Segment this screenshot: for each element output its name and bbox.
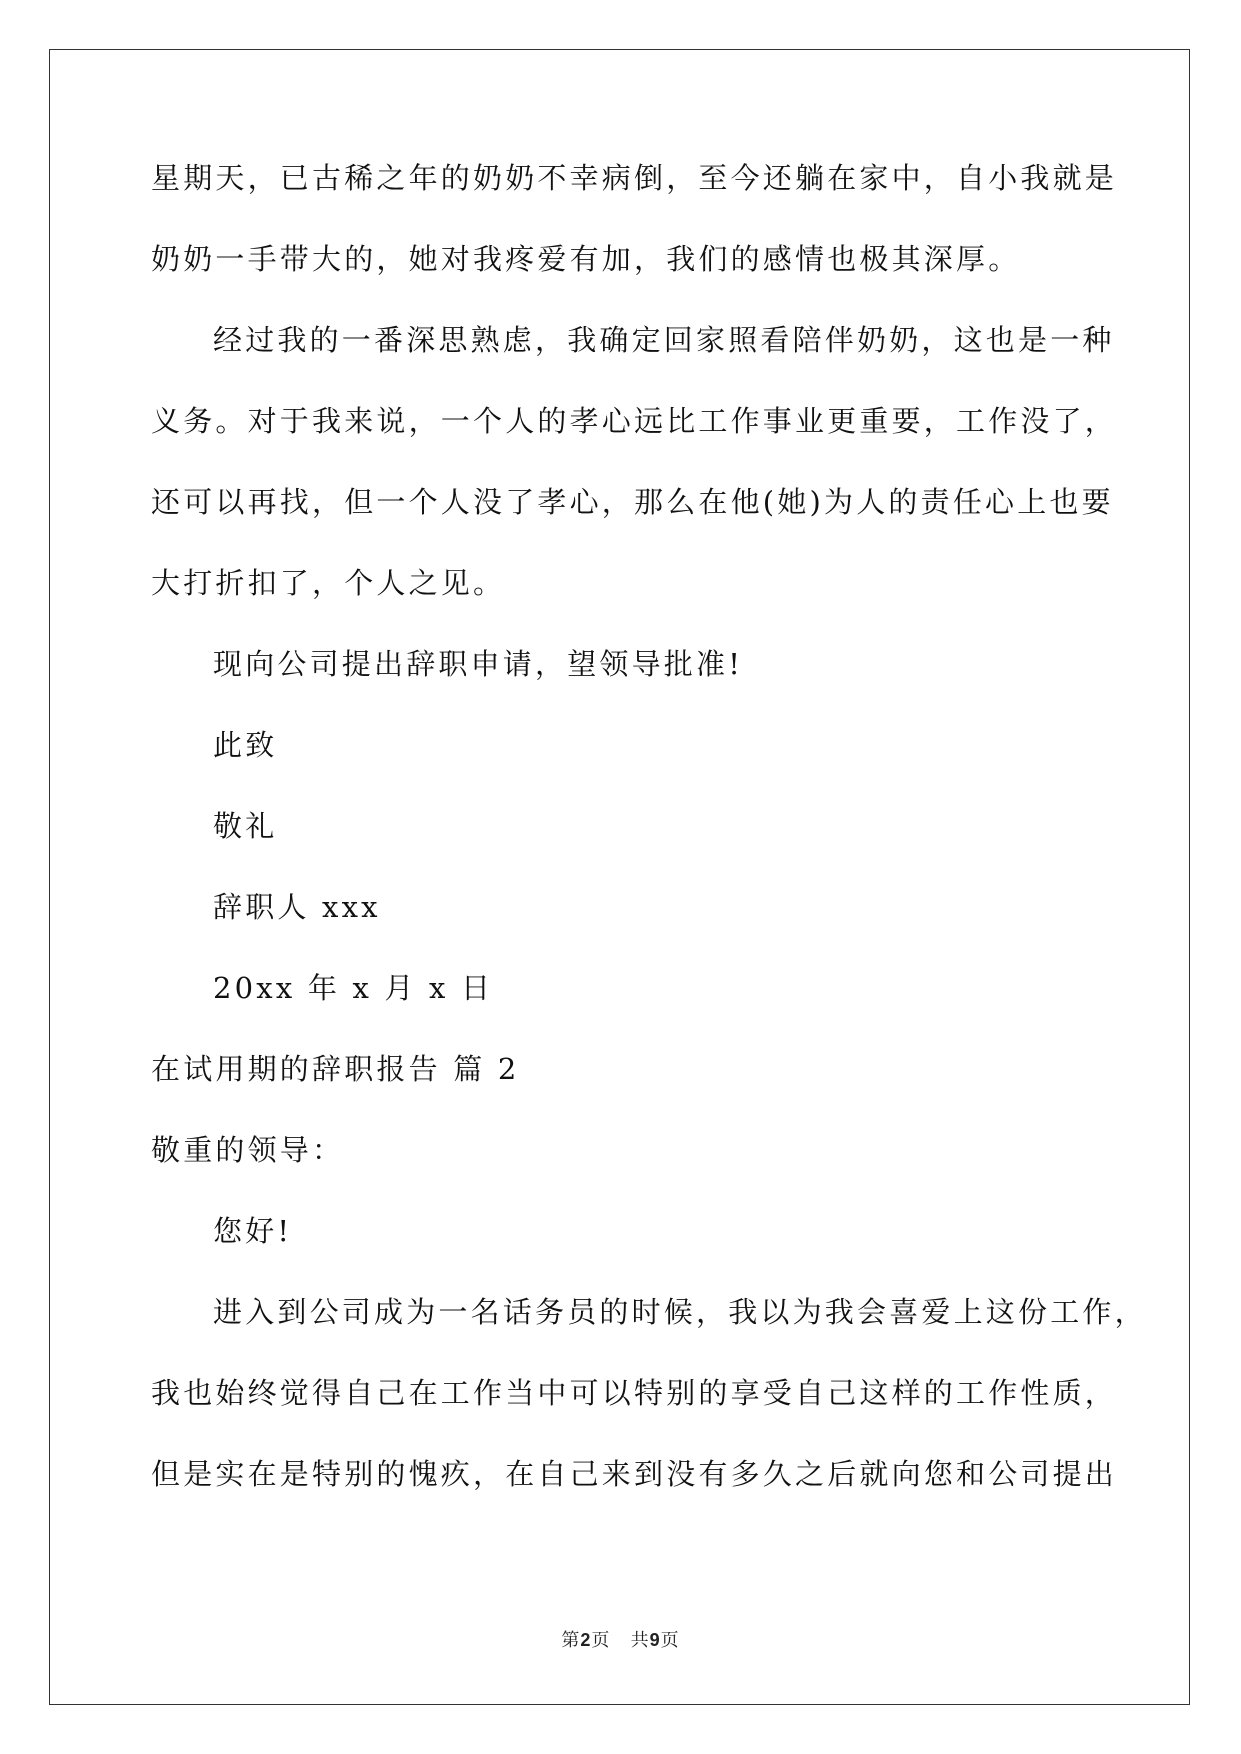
total-page-number: 9 [649, 1630, 661, 1650]
closing-salutation: 此致 [213, 728, 278, 762]
greeting-line: 您好! [213, 1214, 293, 1248]
paragraph-line: 进入到公司成为一名话务员的时候，我以为我会喜爱上这份工作， [213, 1295, 1147, 1329]
paragraph-line: 我也始终觉得自己在工作当中可以特别的享受自己这样的工作性质， [151, 1376, 1118, 1410]
paragraph-line: 经过我的一番深思熟虑，我确定回家照看陪伴奶奶，这也是一种 [213, 323, 1115, 357]
paragraph-line: 大打折扣了，个人之见。 [151, 566, 506, 600]
paragraph-line: 但是实在是特别的愧疚，在自己来到没有多久之后就向您和公司提出 [151, 1457, 1118, 1491]
closing-regards: 敬礼 [213, 809, 278, 843]
page-prefix: 第 [561, 1630, 581, 1651]
document-body [151, 160, 1147, 1537]
total-unit: 页 [660, 1630, 680, 1651]
paragraph-line: 奶奶一手带大的，她对我疼爱有加，我们的感情也极其深厚。 [151, 242, 1021, 276]
section-heading: 在试用期的辞职报告 篇 2 [151, 1052, 520, 1086]
date-line: 20xx 年 x 月 x 日 [213, 971, 494, 1005]
total-prefix: 共 [630, 1630, 650, 1651]
paragraph-line: 星期天，已古稀之年的奶奶不幸病倒，至今还躺在家中，自小我就是 [151, 161, 1118, 195]
page-footer [0, 1626, 1241, 1652]
paragraph-line: 还可以再找，但一个人没了孝心，那么在他(她)为人的责任心上也要 [151, 485, 1114, 519]
page-unit: 页 [591, 1630, 611, 1651]
paragraph-line: 义务。对于我来说，一个人的孝心远比工作事业更重要，工作没了， [151, 404, 1118, 438]
signature-line: 辞职人 xxx [213, 890, 381, 924]
current-page-number: 2 [580, 1630, 592, 1650]
greeting-recipient: 敬重的领导： [151, 1133, 345, 1167]
resignation-request-line: 现向公司提出辞职申请，望领导批准! [213, 647, 744, 681]
